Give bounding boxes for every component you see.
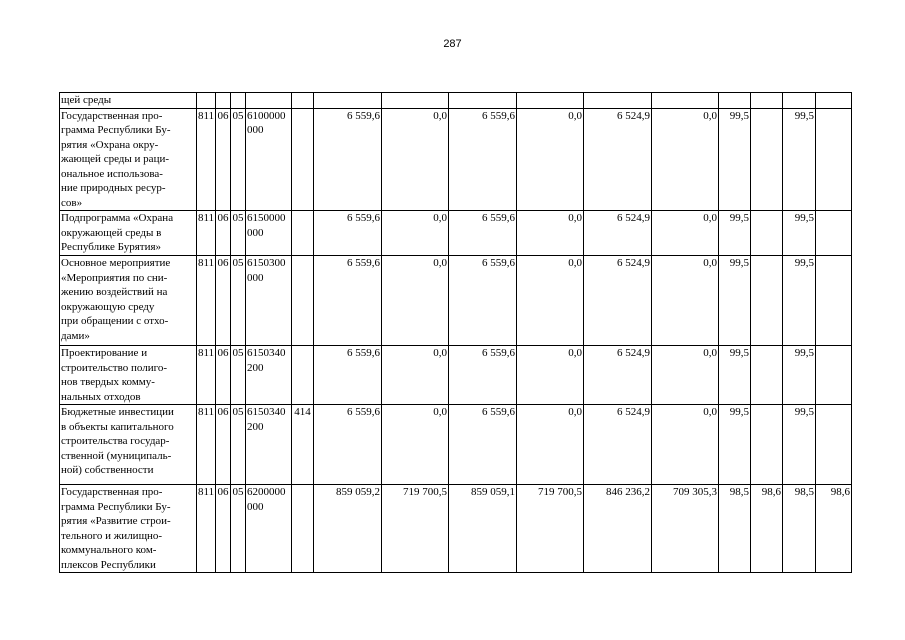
value-cell: 0,0: [652, 346, 719, 405]
subsection-cell: 05: [231, 485, 246, 573]
value-cell: 98,6: [816, 485, 852, 573]
value-cell: 6 559,6: [449, 405, 517, 485]
budget-table: [59, 92, 852, 573]
value-cell: 99,5: [719, 211, 751, 256]
value-cell: [816, 256, 852, 346]
value-cell: 99,5: [783, 108, 816, 211]
empty-cell: [449, 93, 517, 109]
value-cell: 0,0: [517, 108, 584, 211]
value-cell: 0,0: [382, 256, 449, 346]
empty-cell: [314, 93, 382, 109]
empty-cell: [816, 93, 852, 109]
empty-cell: [246, 93, 292, 109]
empty-cell: [652, 93, 719, 109]
target-article-cell: 6150340 200: [246, 405, 292, 485]
grbs-cell: 811: [197, 346, 216, 405]
target-article-cell: 6150340 200: [246, 346, 292, 405]
value-cell: 6 559,6: [314, 405, 382, 485]
value-cell: [751, 211, 783, 256]
value-cell: 6 559,6: [314, 211, 382, 256]
empty-cell: [216, 93, 231, 109]
table-row: [60, 485, 852, 573]
section-cell: 06: [216, 485, 231, 573]
value-cell: [751, 108, 783, 211]
value-cell: 99,5: [719, 405, 751, 485]
table-row: [60, 346, 852, 405]
value-cell: [816, 405, 852, 485]
value-cell: 6 524,9: [584, 405, 652, 485]
section-cell: 06: [216, 256, 231, 346]
value-cell: 0,0: [517, 256, 584, 346]
section-cell: 06: [216, 211, 231, 256]
subsection-cell: 05: [231, 108, 246, 211]
continuation-row: [60, 93, 852, 109]
value-cell: 98,6: [751, 485, 783, 573]
empty-cell: [751, 93, 783, 109]
expense-type-cell: [292, 256, 314, 346]
subsection-cell: 05: [231, 211, 246, 256]
name-cell: Проектирование и строительство полиго- нов твердых комму- нальных отходов: [60, 346, 197, 405]
value-cell: [751, 256, 783, 346]
value-cell: 6 524,9: [584, 346, 652, 405]
table-row: [60, 256, 852, 346]
name-cell: Подпрограмма «Охрана окружающей среды в Республике Бурятия»: [60, 211, 197, 256]
empty-cell: [231, 93, 246, 109]
value-cell: 6 524,9: [584, 211, 652, 256]
value-cell: [816, 108, 852, 211]
value-cell: 98,5: [783, 485, 816, 573]
value-cell: 719 700,5: [517, 485, 584, 573]
section-cell: 06: [216, 346, 231, 405]
target-article-cell: 6100000 000: [246, 108, 292, 211]
value-cell: 0,0: [382, 211, 449, 256]
grbs-cell: 811: [197, 108, 216, 211]
empty-cell: [292, 93, 314, 109]
empty-cell: [517, 93, 584, 109]
table-row: [60, 108, 852, 211]
value-cell: 99,5: [719, 256, 751, 346]
value-cell: 6 559,6: [449, 346, 517, 405]
value-cell: 859 059,2: [314, 485, 382, 573]
empty-cell: [584, 93, 652, 109]
expense-type-cell: [292, 211, 314, 256]
value-cell: 99,5: [783, 256, 816, 346]
page-number: 287: [443, 38, 462, 50]
value-cell: 6 559,6: [314, 108, 382, 211]
empty-cell: [382, 93, 449, 109]
subsection-cell: 05: [231, 405, 246, 485]
value-cell: 0,0: [652, 211, 719, 256]
empty-cell: [197, 93, 216, 109]
value-cell: 0,0: [652, 405, 719, 485]
value-cell: 859 059,1: [449, 485, 517, 573]
value-cell: 0,0: [382, 346, 449, 405]
target-article-cell: 6200000 000: [246, 485, 292, 573]
value-cell: 0,0: [652, 108, 719, 211]
value-cell: 0,0: [382, 108, 449, 211]
value-cell: 846 236,2: [584, 485, 652, 573]
table-row: [60, 211, 852, 256]
value-cell: 0,0: [382, 405, 449, 485]
name-cell: Государственная про- грамма Республики Бу- рятия «Развитие строи- тельного и жилищно- коммунального ком- плексов Республики: [60, 485, 197, 573]
expense-type-cell: [292, 108, 314, 211]
empty-cell: [719, 93, 751, 109]
value-cell: 99,5: [783, 405, 816, 485]
target-article-cell: 6150000 000: [246, 211, 292, 256]
value-cell: 99,5: [719, 108, 751, 211]
value-cell: 6 559,6: [449, 256, 517, 346]
value-cell: 6 559,6: [449, 108, 517, 211]
value-cell: [751, 346, 783, 405]
subsection-cell: 05: [231, 256, 246, 346]
value-cell: 99,5: [719, 346, 751, 405]
value-cell: 99,5: [783, 346, 816, 405]
subsection-cell: 05: [231, 346, 246, 405]
target-article-cell: 6150300 000: [246, 256, 292, 346]
table-row: [60, 405, 852, 485]
grbs-cell: 811: [197, 405, 216, 485]
value-cell: [816, 211, 852, 256]
name-cell: Бюджетные инвестиции в объекты капитального строительства государ- ственной (муниципаль- ной) собственности: [60, 405, 197, 485]
expense-type-cell: [292, 346, 314, 405]
value-cell: [751, 405, 783, 485]
value-cell: 6 524,9: [584, 256, 652, 346]
value-cell: 6 559,6: [314, 346, 382, 405]
continuation-cell: щей среды: [60, 93, 197, 109]
value-cell: 6 524,9: [584, 108, 652, 211]
value-cell: 0,0: [517, 405, 584, 485]
value-cell: 98,5: [719, 485, 751, 573]
value-cell: 99,5: [783, 211, 816, 256]
expense-type-cell: 414: [292, 405, 314, 485]
value-cell: 6 559,6: [314, 256, 382, 346]
name-cell: Государственная про- грамма Республики Бу- рятия «Охрана окру- жающей среды и раци- ональное использова- ние природных ресур- сов»: [60, 108, 197, 211]
empty-cell: [783, 93, 816, 109]
name-cell: Основное мероприятие «Мероприятия по сни- жению воздействий на окружающую среду при обращении с отхо- дами»: [60, 256, 197, 346]
grbs-cell: 811: [197, 485, 216, 573]
value-cell: 0,0: [652, 256, 719, 346]
value-cell: 709 305,3: [652, 485, 719, 573]
value-cell: 0,0: [517, 346, 584, 405]
value-cell: 0,0: [517, 211, 584, 256]
section-cell: 06: [216, 405, 231, 485]
value-cell: 6 559,6: [449, 211, 517, 256]
value-cell: [816, 346, 852, 405]
grbs-cell: 811: [197, 211, 216, 256]
section-cell: 06: [216, 108, 231, 211]
grbs-cell: 811: [197, 256, 216, 346]
value-cell: 719 700,5: [382, 485, 449, 573]
expense-type-cell: [292, 485, 314, 573]
